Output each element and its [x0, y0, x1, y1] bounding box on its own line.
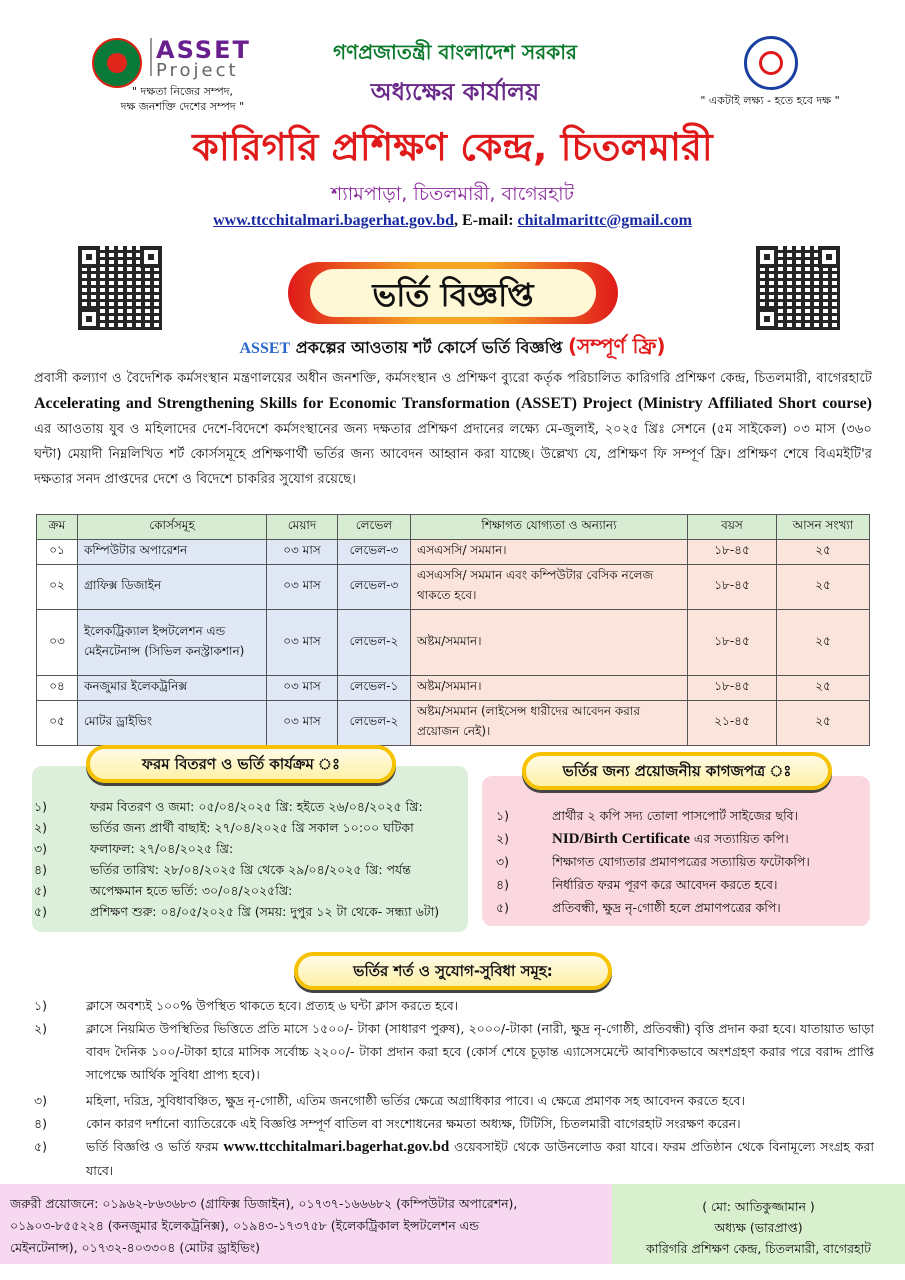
- email-label: , E-mail:: [453, 212, 518, 229]
- cell-level: লেভেল-২: [338, 610, 411, 676]
- cell-qualification: অষ্টম/সমমান।: [411, 610, 688, 676]
- list-item-body: প্রার্থীর ২ কপি সদ্য তোলা পাসপোর্ট সাইজের ছবি।: [552, 808, 799, 823]
- table-row: [37, 540, 870, 565]
- logo-divider: [150, 38, 152, 76]
- terms-list: [34, 994, 874, 1182]
- page-title: ভর্তি বিজ্ঞপ্তি: [372, 276, 534, 314]
- subheading-free: (সম্পূর্ণ ফ্রি): [568, 334, 666, 358]
- list-item-text: [86, 1089, 874, 1112]
- footer-contacts-line-2: ০১৯০৩-৮৫৫২২৪ (কনজুমার ইলেকট্রনিক্স), ০১৯৪৩-১৭৩৭৫৮ (ইলেকট্রিকাল ইন্সটলেশন এন্ড: [10, 1218, 480, 1233]
- list-item-number: ২): [34, 820, 48, 835]
- list-item-body: ওয়েবসাইট থেকে ডাউনলোড করা যাবে। ফরম প্রতিষ্ঠান থেকে বিনামূল্যে সংগ্রহ করা যাবে।: [86, 1139, 874, 1178]
- office-title: অধ্যক্ষের কার্যালয়: [370, 78, 540, 106]
- cell-duration: ০৩ মাস: [267, 565, 338, 610]
- col-course: কোর্সসমূহ: [78, 515, 267, 540]
- bangladesh-gov-emblem-icon: [92, 38, 142, 88]
- list-item-body: কোন কারণ দর্শানো ব্যাতিরেকে এই বিজ্ঞপ্তি সম্পূর্ণ বাতিল বা সংশোধনের ক্ষমতা অধ্যক্ষ, টিটিসি, চিতলমারী বাগেরহাট সংরক্ষণ করেন।: [86, 1116, 741, 1131]
- subheading-asset: ASSET: [239, 340, 291, 357]
- asset-logo-subtext: Project: [156, 60, 239, 81]
- cell-course: গ্রাফিক্স ডিজাইন: [78, 565, 267, 610]
- list-item-text: [86, 1112, 874, 1135]
- list-item-number: ৪): [34, 1116, 47, 1131]
- asset-logo-text: ASSET: [156, 36, 251, 64]
- list-item-text: [86, 1135, 874, 1182]
- website-link[interactable]: www.ttcchitalmari.bagerhat.gov.bd: [213, 212, 454, 229]
- list-item-text: ফরম বিতরণ ও জমা: ০৫/০৪/২০২৫ খ্রি: হইতে ২৬/০৪/২০২৫ খ্রি:: [90, 799, 423, 814]
- col-level: লেভেল: [338, 515, 411, 540]
- contact-line: [120, 212, 785, 230]
- slogan-right: " একটাই লক্ষ্য - হতে হবে দক্ষ ": [700, 94, 840, 107]
- cell-course: ইলেকট্রিক্যাল ইন্সটলেশন এন্ড মেইনটেনান্স (সিভিল কনস্ট্রাকশান): [78, 610, 267, 676]
- list-item-body: মহিলা, দরিদ্র, সুবিধাবঞ্চিত, ক্ষুদ্র নৃ-গোষ্ঠী, এতিম জনগোষ্ঠী ভর্তির ক্ষেত্রে অগ্রাধিকার পাবে। এ ক্ষেত্রে প্রমাণক সহ আবেদন করতে হবে।: [86, 1093, 745, 1108]
- qr-code-icon[interactable]: [756, 246, 840, 330]
- intro-text-1: প্রবাসী কল্যাণ ও বৈদেশিক কর্মসংস্থান মন্ত্রণালয়ের অধীন জনশক্তি, কর্মসংস্থান ও প্রশিক্ষণ ব্যুরো কর্তৃক পরিচালিত কারিগরি প্রশিক্ষণ কেন্দ্র, চিতলমারী, বাগেরহাটে: [34, 371, 872, 386]
- cell-age: ১৮-৪৫: [688, 676, 777, 701]
- list-item: [34, 1112, 874, 1135]
- cell-seats: ২৫: [777, 701, 870, 746]
- table-row: [37, 676, 870, 701]
- list-item-body: প্রতিবন্ধী, ক্ষুদ্র নৃ-গোষ্ঠী হলে প্রমাণপত্রের কপি।: [552, 900, 781, 915]
- col-duration: মেয়াদ: [267, 515, 338, 540]
- cell-duration: ০৩ মাস: [267, 676, 338, 701]
- subheading-text: প্রকল্পের আওতায় শর্ট কোর্সে ভর্তি বিজ্ঞপ্তি: [290, 338, 569, 357]
- table-header-row: [37, 515, 870, 540]
- cell-qualification: এসএসসি/ সমমান এবং কম্পিউটার বেসিক নলেজ থাকতে হবে।: [411, 565, 688, 610]
- cell-serial: ০২: [37, 565, 78, 610]
- list-item-body: ক্লাসে নিয়মিত উপস্থিতির ভিত্তিতে প্রতি মাসে ১৫০০/- টাকা (সাধারণ পুরুষ), ২০০০/-টাকা (নারী, ক্ষুদ্র নৃ-গোষ্ঠী, প্রতিবন্ধী) বৃত্তি প্রদান করা হবে। যাতায়াত ভাড়া বাবদ দৈনিক ১০০/-টাকা হারে মাসিক সর্বোচ্চ ২২০০/- টাকা প্রদান করা হবে (কোর্স শেষে চূড়ান্ত এ্যাসেসমেন্টে আবশ্যিকভাবে অংশগ্রহণ করার পরে বরাদ্দ প্রাপ্তি সাপেক্ষে আর্থিক সুবিধা প্রাপ্য হবে)।: [86, 1021, 874, 1082]
- center-title: কারিগরি প্রশিক্ষণ কেন্দ্র, চিতলমারী: [192, 125, 713, 169]
- cell-seats: ২৫: [777, 676, 870, 701]
- footer-contacts-line-3: মেইনটেনান্স), ০১৭৩২-৪০৩৩০৪ (মোটর ড্রাইভিং): [10, 1240, 261, 1255]
- qr-code-icon[interactable]: [78, 246, 162, 330]
- col-seats: আসন সংখ্যা: [777, 515, 870, 540]
- cell-seats: ২৫: [777, 610, 870, 676]
- cell-course: মোটর ড্রাইভিং: [78, 701, 267, 746]
- list-item-text: ফলাফল: ২৭/০৪/২০২৫ খ্রি:: [90, 841, 234, 856]
- list-item-body: এর সত্যায়িত কপি।: [689, 831, 789, 846]
- cell-course: কম্পিউটার অপারেশন: [78, 540, 267, 565]
- asset-project-logo: [156, 36, 276, 81]
- course-table: [36, 514, 870, 746]
- col-qualification: শিক্ষাগত যোগ্যতা ও অন্যান্য: [411, 515, 688, 540]
- col-serial: ক্রম: [37, 515, 78, 540]
- cell-duration: ০৩ মাস: [267, 701, 338, 746]
- list-item-text: [552, 804, 856, 827]
- cell-serial: ০৪: [37, 676, 78, 701]
- list-item: [34, 994, 874, 1017]
- documents-section-title: ভর্তির জন্য প্রয়োজনীয় কাগজপত্র ঃ: [522, 752, 832, 790]
- list-item-body: শিক্ষাগত যোগ্যতার প্রমাণপত্রের সত্যায়িত ফটোকপি।: [552, 854, 810, 869]
- cell-course: কনজুমার ইলেকট্রনিক্স: [78, 676, 267, 701]
- intro-paragraph: [34, 366, 872, 492]
- list-item-body: ক্লাসে অবশ্যই ১০০% উপস্থিত থাকতে হবে। প্রত্যহ ৬ ঘন্টা ক্লাস করতে হবে।: [86, 998, 459, 1013]
- list-item: [34, 1017, 874, 1086]
- list-item-number: ১): [34, 799, 47, 814]
- list-item-text: [86, 1017, 874, 1086]
- table-row: [37, 565, 870, 610]
- footer-signature: [612, 1196, 905, 1259]
- list-item-text: [552, 873, 856, 896]
- cell-serial: ০৩: [37, 610, 78, 676]
- list-item-number: ২): [34, 1021, 48, 1036]
- list-item-text: [552, 827, 856, 851]
- list-item-text: [552, 850, 856, 873]
- list-item-number: ৫): [34, 904, 47, 919]
- list-item-number: ৩): [34, 1093, 48, 1108]
- col-age: বয়স: [688, 515, 777, 540]
- list-item-number: ৫): [34, 1139, 47, 1154]
- ttc-logo-icon: [744, 36, 798, 90]
- list-item-number: ৩): [34, 841, 48, 856]
- subheading: [140, 332, 765, 365]
- list-item-text: [86, 994, 874, 1017]
- list-item: [34, 1089, 874, 1112]
- address: শ্যামপাড়া, চিতলমারী, বাগেরহাট: [331, 183, 574, 205]
- list-item-number: ২): [496, 831, 510, 846]
- cell-serial: ০১: [37, 540, 78, 565]
- list-item-website[interactable]: www.ttcchitalmari.bagerhat.gov.bd: [223, 1139, 450, 1155]
- signatory-name: ( মো: আতিকুজ্জামান ): [702, 1199, 815, 1214]
- cell-qualification: অষ্টম/সমমান (লাইসেন্স ধারীদের আবেদন করার প্রয়োজন নেই)।: [411, 701, 688, 746]
- list-item-number: ৪): [496, 877, 509, 892]
- email-link[interactable]: chitalmarittc@gmail.com: [517, 212, 692, 229]
- footer-contacts-line-1: জরুরী প্রয়োজনে: ০১৯৬২-৮৬৩৬৮৩ (গ্রাফিক্স ডিজাইন), ০১৭৩৭-১৬৬৬৮২ (কম্পিউটার অপারেশন),: [10, 1196, 518, 1211]
- cell-level: লেভেল-২: [338, 701, 411, 746]
- cell-age: ১৮-৪৫: [688, 540, 777, 565]
- cell-serial: ০৫: [37, 701, 78, 746]
- intro-project-name: Accelerating and Strengthening Skills for Economic Transformation (ASSET) Project (Ministry Affiliated Short course): [34, 395, 872, 412]
- list-item-number: ৫): [496, 900, 509, 915]
- list-item-number: ১): [34, 998, 47, 1013]
- signatory-org: কারিগরি প্রশিক্ষণ কেন্দ্র, চিতলমারী, বাগেরহাট: [646, 1241, 871, 1256]
- list-item-text: ভর্তির জন্য প্রার্থী বাছাই: ২৭/০৪/২০২৫ খ্রি সকাল ১০:০০ ঘটিকা: [90, 820, 414, 835]
- cell-age: ১৮-৪৫: [688, 610, 777, 676]
- list-item: [34, 1135, 874, 1182]
- list-item-body: নির্ধারিত ফরম পূরণ করে আবেদন করতে হবে।: [552, 877, 778, 892]
- list-item-english: NID/Birth Certificate: [552, 831, 690, 847]
- cell-qualification: এসএসসি/ সমমান।: [411, 540, 688, 565]
- cell-level: লেভেল-১: [338, 676, 411, 701]
- footer-contacts: [10, 1193, 606, 1259]
- list-item-number: ৪): [34, 862, 47, 877]
- slogan-left-line-1: " দক্ষতা নিজের সম্পদ,: [132, 85, 233, 98]
- cell-qualification: অষ্টম/সমমান।: [411, 676, 688, 701]
- intro-text-2: এর আওতায় যুব ও মহিলাদের দেশে-বিদেশে কর্মসংস্থানের জন্য দক্ষতার প্রশিক্ষণ প্রদানের লক্ষ্যে মে-জুলাই, ২০২৫ খ্রিঃ সেশনে (৫ম সাইকেল) ০৩ মাস (৩৬০ ঘন্টা) মেয়াদী নিম্নলিখিত শর্ট কোর্সসমূহে প্রশিক্ষণার্থী ভর্তির জন্য আবেদন আহ্বান করা যাচ্ছে। উল্লেখ্য যে, প্রশিক্ষণ ফি সম্পূর্ণ ফ্রি। প্রশিক্ষণ শেষে বিএমইটি'র দক্ষতার সনদ প্রাপ্তদের দেশে ও বিদেশে চাকরির সুযোগ রয়েছে।: [34, 422, 872, 487]
- list-item-prefix: ভর্তি বিজ্ঞপ্তি ও ভর্তি ফরম: [86, 1139, 224, 1154]
- list-item-text: ভর্তির তারিখ: ২৮/০৪/২০২৫ খ্রি থেকে ২৯/০৪/২০২৫ খ্রি: পর্যন্ত: [90, 862, 411, 877]
- slogan-left: [80, 84, 285, 114]
- table-row: [37, 610, 870, 676]
- table-row: [37, 701, 870, 746]
- gov-title: গণপ্রজাতন্ত্রী বাংলাদেশ সরকার: [333, 40, 577, 64]
- cell-seats: ২৫: [777, 565, 870, 610]
- signatory-title: অধ্যক্ষ (ভারপ্রাপ্ত): [714, 1220, 803, 1235]
- list-item-text: অপেক্ষমান হতে ভর্তি: ৩০/০৪/২০২৫খ্রি:: [90, 883, 293, 898]
- list-item-text: প্রশিক্ষণ শুরু: ০৪/০৫/২০২৫ খ্রি (সময়: দুপুর ১২ টা থেকে- সন্ধ্যা ৬টা): [90, 904, 440, 919]
- cell-level: লেভেল-৩: [338, 540, 411, 565]
- terms-section-title: ভর্তির শর্ত ও সুযোগ-সুবিধা সমূহ:: [294, 952, 612, 990]
- cell-age: ১৮-৪৫: [688, 565, 777, 610]
- cell-duration: ০৩ মাস: [267, 610, 338, 676]
- list-item-text: [552, 896, 856, 919]
- slogan-left-line-2: দক্ষ জনশক্তি দেশের সম্পদ ": [120, 100, 245, 113]
- cell-age: ২১-৪৫: [688, 701, 777, 746]
- list-item-number: ৩): [496, 854, 510, 869]
- cell-seats: ২৫: [777, 540, 870, 565]
- cell-level: লেভেল-৩: [338, 565, 411, 610]
- forms-section-title: ফরম বিতরণ ও ভর্তি কার্যক্রম ঃ: [86, 745, 396, 783]
- list-item-number: ১): [496, 808, 509, 823]
- cell-duration: ০৩ মাস: [267, 540, 338, 565]
- list-item-number: ৫): [34, 883, 47, 898]
